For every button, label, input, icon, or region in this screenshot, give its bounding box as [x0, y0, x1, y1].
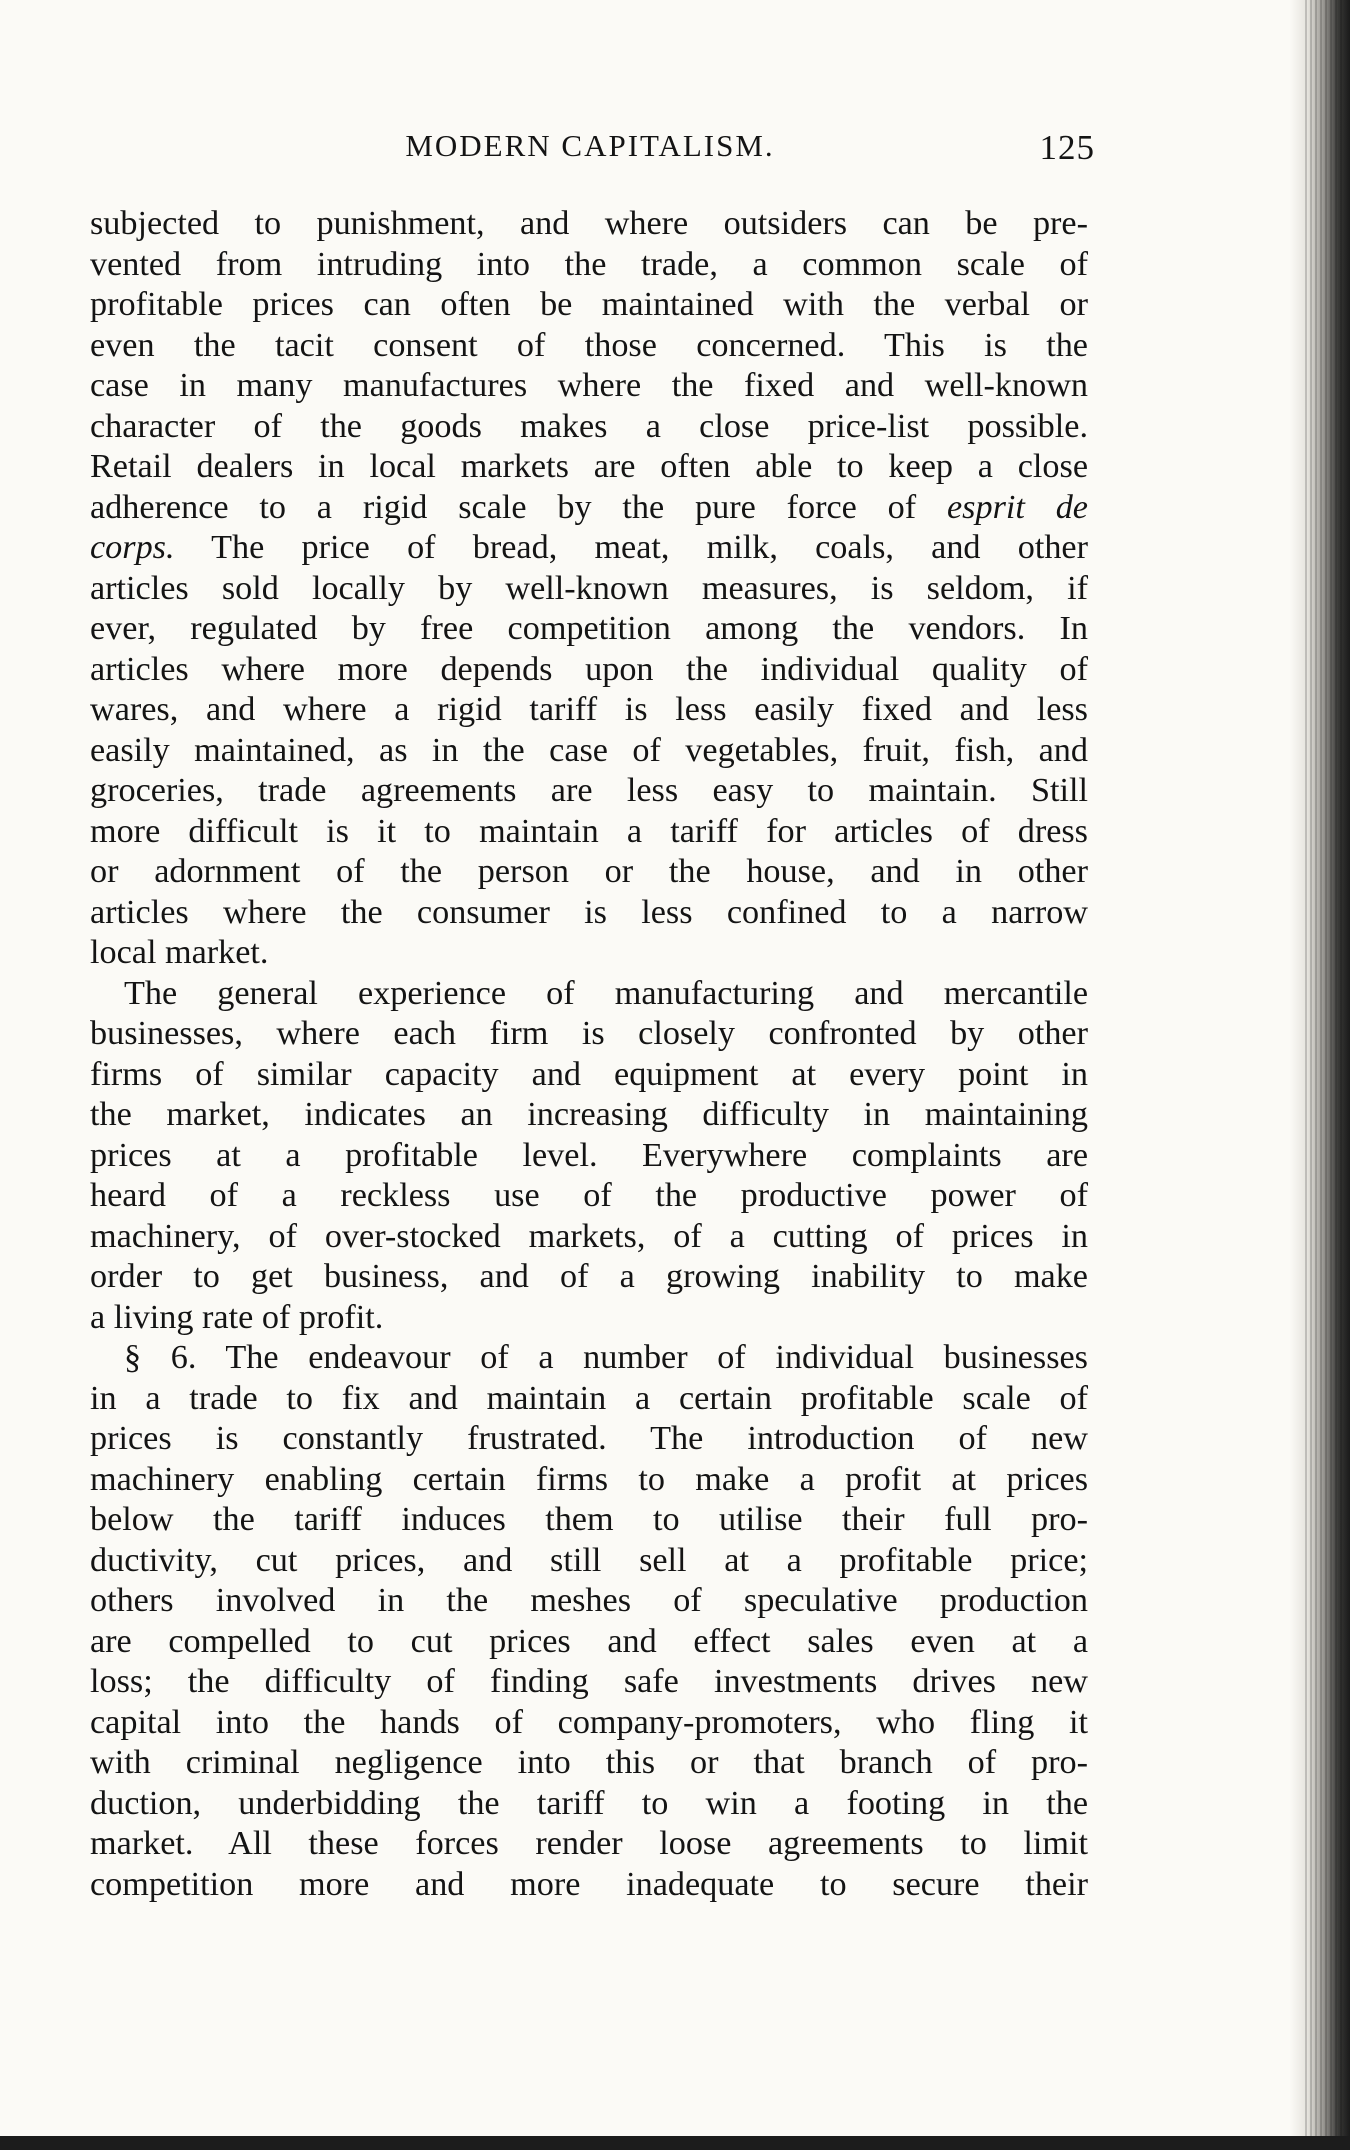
binding-shadow: [1302, 0, 1342, 2150]
italic-phrase: esprit de: [947, 488, 1088, 526]
text-line: subjected to punishment, and where outsiders can be pre-: [90, 205, 1088, 242]
text-line: with criminal negligence into this or that branch of pro-: [90, 1744, 1088, 1781]
text-line: prices at a profitable level. Everywhere complaints are: [90, 1136, 1088, 1174]
text-line: profitable prices can often be maintained with the verbal or: [90, 286, 1088, 323]
text-line: the market, indicates an increasing difficulty in maintaining: [90, 1096, 1088, 1133]
text-line: others involved in the meshes of speculative production: [90, 1582, 1088, 1619]
text-line: order to get business, and of a growing inability to make: [90, 1258, 1088, 1295]
text-line: duction, underbidding the tariff to win a footing in the: [90, 1784, 1088, 1822]
text-line: more difficult is it to maintain a tariff for articles of dress: [90, 812, 1088, 850]
text-line: competition more and more inadequate to secure their: [90, 1865, 1088, 1903]
text-line: [90, 488, 1088, 529]
text-line: businesses, where each firm is closely confronted by other: [90, 1015, 1088, 1052]
text-line: market. All these forces render loose agreements to limit: [90, 1825, 1088, 1862]
text-line: are compelled to cut prices and effect sales even at a: [90, 1622, 1088, 1660]
text-line: [90, 528, 1088, 569]
text-line: or adornment of the person or the house, and in other: [90, 853, 1088, 890]
text-line: ever, regulated by free competition among the vendors. In: [90, 610, 1088, 647]
body-text: [90, 204, 1088, 1905]
text-line: firms of similar capacity and equipment at every point in: [90, 1055, 1088, 1093]
text-line: in a trade to fix and maintain a certain profitable scale of: [90, 1379, 1088, 1417]
text-line: wares, and where a rigid tariff is less easily fixed and less: [90, 691, 1088, 728]
text-line: machinery enabling certain firms to make a profit at prices: [90, 1460, 1088, 1498]
text-line: even the tacit consent of those concerned. This is the: [90, 326, 1088, 364]
italic-phrase: corps.: [90, 529, 175, 566]
text-line: Retail dealers in local markets are often able to keep a close: [90, 448, 1088, 485]
text-line: articles where the consumer is less confined to a narrow: [90, 893, 1088, 931]
text-line: ductivity, cut prices, and still sell at a profitable price;: [90, 1541, 1088, 1579]
text-line: articles sold locally by well-known measures, is seldom, if: [90, 569, 1088, 607]
text-segment: The price of bread, meat, milk, coals, and other: [211, 529, 1088, 566]
text-segment: adherence to a rigid scale by the pure force of: [90, 488, 917, 526]
text-line: a living rate of profit.: [90, 1298, 384, 1336]
text-line: heard of a reckless use of the productive power of: [90, 1177, 1088, 1214]
text-line: machinery, of over-stocked markets, of a cutting of prices in: [90, 1217, 1088, 1255]
text-line: vented from intruding into the trade, a common scale of: [90, 245, 1088, 283]
section-start-line: § 6. The endeavour of a number of individual businesses: [124, 1339, 1088, 1376]
text-line: groceries, trade agreements are less easy to maintain. Still: [90, 772, 1088, 809]
text-line: below the tariff induces them to utilise their full pro-: [90, 1501, 1088, 1538]
text-line: character of the goods makes a close price-list possible.: [90, 407, 1088, 445]
text-line: capital into the hands of company-promoters, who fling it: [90, 1703, 1088, 1741]
running-head-title: MODERN CAPITALISM.: [405, 128, 775, 163]
text-line: prices is constantly frustrated. The introduction of new: [90, 1420, 1088, 1457]
text-line: loss; the difficulty of finding safe investments drives new: [90, 1663, 1088, 1700]
paragraph-start-line: The general experience of manufacturing and mercantile: [124, 974, 1088, 1012]
text-line: easily maintained, as in the case of vegetables, fruit, fish, and: [90, 731, 1088, 769]
running-head: [90, 128, 1095, 168]
bottom-edge: [0, 2136, 1350, 2150]
text-line: case in many manufactures where the fixed and well-known: [90, 367, 1088, 404]
text-line: local market.: [90, 934, 269, 971]
page-number: 125: [1039, 128, 1095, 167]
text-line: articles where more depends upon the individual quality of: [90, 650, 1088, 688]
